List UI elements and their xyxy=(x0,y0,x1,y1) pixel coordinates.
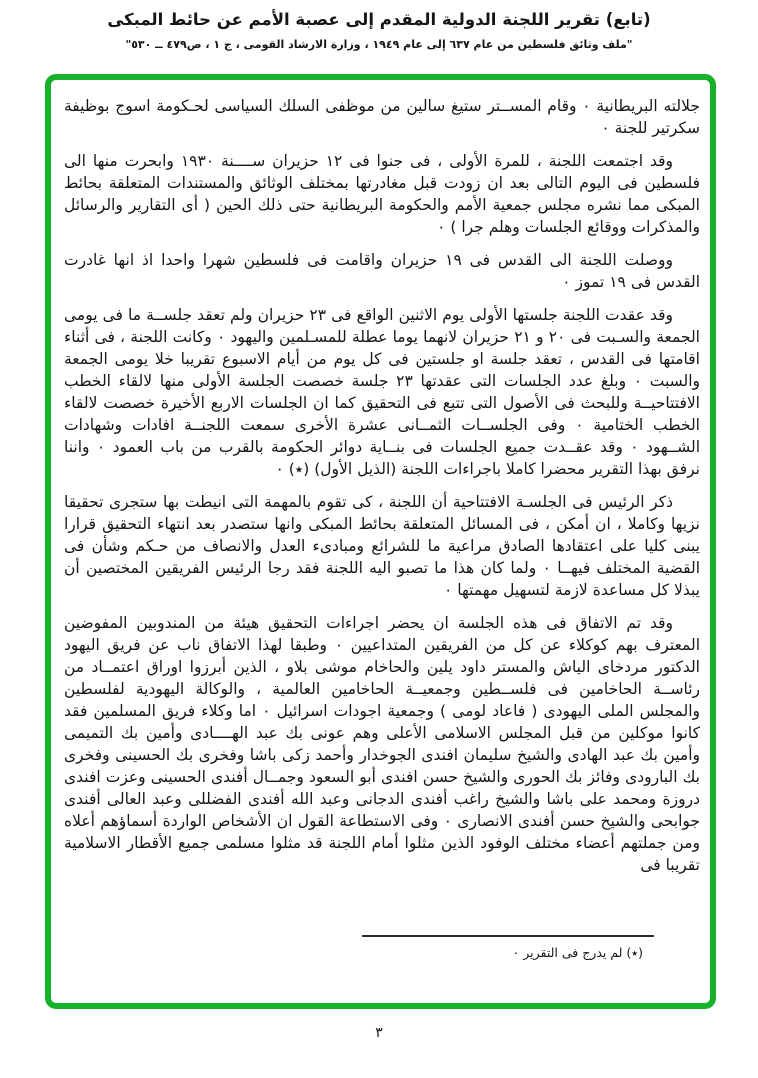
page-header xyxy=(0,10,758,51)
body-paragraph: جلالته البريطانية ٠ وقام المســتر ستيغ سالين من موظفى السلك السياسى لحـكومة اسوج بوظيفة سكرتير للجنة ٠ xyxy=(64,97,700,137)
document-title: (تابع) تقرير اللجنة الدولية المقدم إلى عصبة الأمم عن حائط المبكى xyxy=(107,10,651,29)
body-paragraph: ووصلت اللجنة الى القدس فى ١٩ حزيران واقامت فى فلسطين شهرا واحدا اذ انها غادرت القدس فى ١٩ تموز ٠ xyxy=(64,251,700,291)
body-paragraph: ذكر الرئيس فى الجلسـة الافتتاحية أن اللجنة ، كى تقوم بالمهمة التى انيطت بها ستجرى تحقيقا نزيها وكاملا ، ان أمكن ، فى المسائل المتعلقة بحائط المبكى وانها ستصدر بعد انتهاء التحقيق قرارا يبنى كليا على اعتقادها الصادق مراعية ما للشرائع ومبادىء العدل والانصاف من حـكم وشأن فى القضية المختلف فيهــا ٠ ولما كان هذا ما تصبو اليه اللجنة فقد رجا الرئيس الفريقين المختصين أن يبذلا كل مساعدة لازمة لتسهيل مهمتها ٠ xyxy=(64,493,700,599)
footnote-text: (٭) لم يدرج فى التقرير ٠ xyxy=(512,945,643,960)
body-paragraph: وقد تم الاتفاق فى هذه الجلسة ان يحضر اجراءات التحقيق هيئة من المندوبين المفوضين المعترف بهم كوكلاء عن كل من الفريقين المتداعيين ٠ وطبقا لهذا الاتفاق ناب عن فريق اليهود الدكتور مردخاى الياش والمستر داود يلين والحاخام موشى بلاو ، الذين أبرزوا اوراق اعتمــاد من رئاســة الحاخامين فى فلســطين وجمعيــة الحاخامين العالمية ، والوكالة اليهودية لفلسطين والمجلس الملى اليهودى ( فاعاد لومى ) وجمعية اجودات اسرائيل ٠ اما وكلاء فريق المسلمين فقد كانوا موكلين من قبل المجلس الاسلامى الأعلى وهم عونى بك عبد الهــــادى وأمين بك التميمى وأمين بك عبد الهادى والشيخ سليمان افندى الجوخدار وأحمد زكى باشا وفخرى بك الحسينى وفخرى بك البارودى وفائز بك الحورى والشيخ حسن افندى أبو السعود وجمــال أفندى الحسينى وعزت افندى دروزة ومحمد على باشا والشيخ راغب أفندى الدجانى وعبد الله أفندى الفضللى وعبد العالى أفندى جوابحى والشيخ حسن أفندى الانصارى ٠ وفى الاستطاعة القول ان الأشخاص الواردة أسماؤهم أعلاه ومن جملتهم أعضاء مختلف الوفود الذين مثلوا أمام اللجنة قد مثلوا مسلمى جميع الأقطار الاسلامية تقريبا فى xyxy=(64,614,700,874)
body-paragraph: وقد عقدت اللجنة جلستها الأولى يوم الاثنين الواقع فى ٢٣ حزيران ولم تعقد جلســة ما فى يومى الجمعة والسـبت فى ٢٠ و ٢١ حزيران لانهما يوما عطلة للمسـلمين واليهود ٠ وكانت اللجنة ، فى أثناء اقامتها فى القدس ، تعقد جلسة او جلستين فى كل يوم من أيام الاسبوع تقريبا خلا يومى الجمعة والسبت ٠ وبلغ عدد الجلسات التى عقدتها ٢٣ جلسة خصصت الجلسة الأولى منها لالقاء الخطب الافتتاحيــة وللبحث فى الأصول التى تتبع فى التحقيق كما ان الجلسات الاربع الأخيرة خصصت لالقاء الخطب الختامية ٠ وفى الجلســات الثمــانى عشرة الأخرى سمعت اللجنــة افادات وشهادات الشــهود ٠ وقد عقــدت جميع الجلسات فى بنــاية دوائر الحكومة بالقرب من باب العمود ٠ واننا نرفق بهذا التقرير محضرا كاملا باجراءات اللجنة (الذيل الأول) (٭) ٠ xyxy=(64,306,701,478)
footnote-separator xyxy=(362,935,654,937)
highlight-border-box xyxy=(45,74,716,1009)
footnote-area xyxy=(63,935,698,962)
body-paragraph: وقد اجتمعت اللجنة ، للمرة الأولى ، فى جنوا فى ١٢ حزيران ســــنة ١٩٣٠ وابحرت منها الى فلسطين فى اليوم التالى بعد ان زودت قبل مغادرتها بمختلف الوثائق والمستندات المتعلقة بحائط المبكى مما نشره مجلس جمعية الأمم والحكومة البريطانية حتى ذلك الحين ( أى التقارير والرسائل والمذكرات ووقائع الجلسات وهلم جرا ) ٠ xyxy=(64,152,700,236)
document-body xyxy=(51,80,710,887)
page-number: ٣ xyxy=(375,1025,383,1041)
document-source-citation: "ملف وثائق فلسطين من عام ٦٣٧ إلى عام ١٩٤٩ ، وزارة الارشاد القومى ، ج ١ ، ص٤٧٩ ــ ٥٣٠" xyxy=(125,38,633,51)
